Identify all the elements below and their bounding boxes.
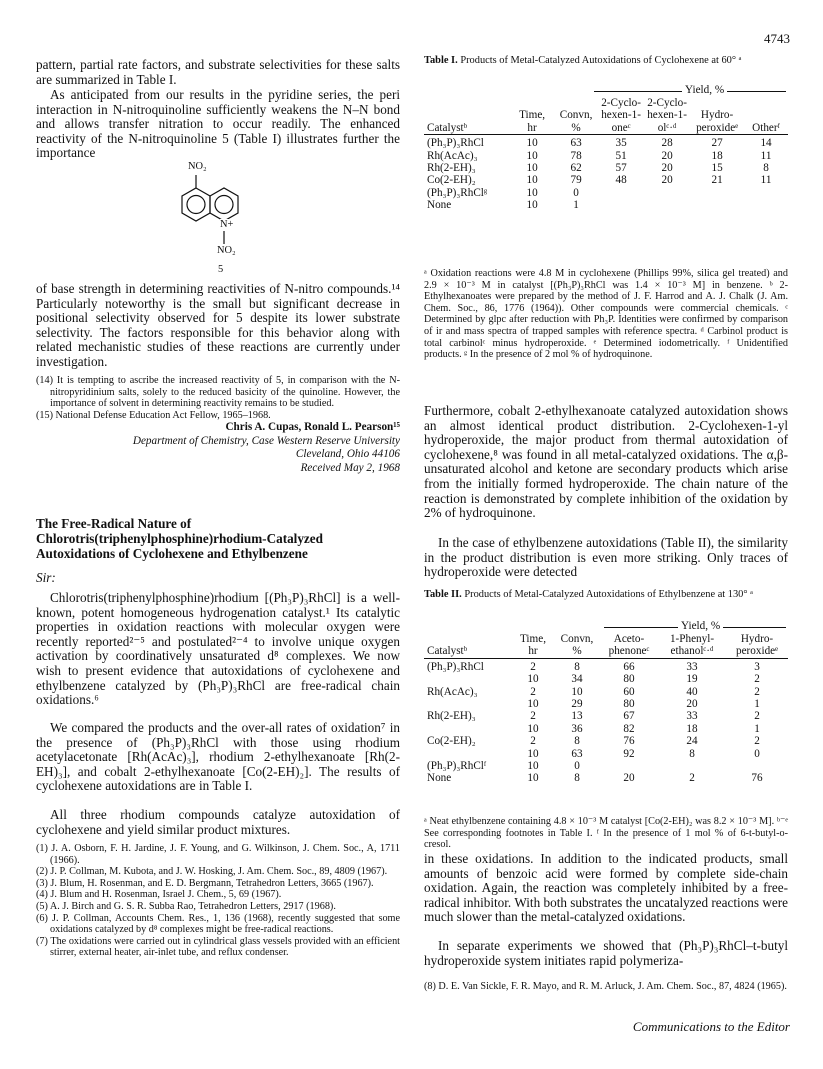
- table-2-cell: 60: [623, 685, 635, 698]
- article-title: The Free-Radical Nature of Chlorotris(triphenylphosphine)rhodium-Catalyzed Autoxidations of Cyclohexene and Ethylbenzene: [36, 516, 323, 561]
- table-1-caption: [424, 55, 784, 67]
- table-1-cell: [690, 187, 744, 199]
- table-2-row: [424, 748, 788, 760]
- table-2-title: Products of Metal-Catalyzed Autoxidations of Ethylbenzene at 130° ᵃ: [464, 589, 753, 600]
- table-1-col-time: Time, hr: [519, 109, 546, 134]
- table-2-cell: 2: [689, 772, 695, 785]
- table-2-cell: 20: [686, 698, 698, 711]
- table-2-cell: 10: [527, 772, 539, 785]
- footnote-8: (8) D. E. Van Sickle, F. R. Mayo, and R. M. Arluck, J. Am. Chem. Soc., 87, 4824 (1965).: [424, 981, 787, 992]
- footnote-1: (1) J. A. Osborn, F. H. Jardine, J. F. Young, and G. Wilkinson, J. Chem. Soc., A, 1711 (1966).: [36, 843, 400, 866]
- table-2-cell: [424, 723, 512, 735]
- received-date: Received May 2, 1968: [300, 462, 400, 474]
- left-paragraph-3: of base strength in determining reactivities of N-nitro compounds.¹⁴ Particularly noteworthy is the small but significant decrease in positional selectivity observed for 5 despite its lower substrate selectivity. The factors responsible for this behavior along with related mechanistic studies of these reactions are currently under investigation.: [36, 281, 400, 369]
- table-1-cell: (Ph₃P)₃RhClᵍ: [427, 186, 488, 199]
- table-2-cell: None: [427, 772, 452, 785]
- table-1-cell: 21: [711, 174, 723, 187]
- table-1-cell: 63: [570, 137, 582, 150]
- table-2-cell: 2: [754, 710, 760, 723]
- article-paragraph-3: All three rhodium compounds catalyze autoxidation of cyclohexene and yield similar product mixtures.: [36, 807, 400, 837]
- table-1-cell: [598, 199, 644, 211]
- table-1-cell: 10: [526, 186, 538, 199]
- table-1-row: [424, 162, 788, 174]
- table-2-row: [424, 760, 788, 772]
- table-2-cell: 18: [686, 722, 698, 735]
- table-1-cell: 79: [570, 174, 582, 187]
- table-2-cell: 76: [623, 735, 635, 748]
- table-1-cell: 10: [526, 149, 538, 162]
- table-2-cell: 3: [754, 660, 760, 673]
- table-1-row: [424, 174, 788, 186]
- table-1-cell: 0: [573, 186, 579, 199]
- table-2-cell: 67: [623, 710, 635, 723]
- table-1-header-row: [424, 97, 788, 135]
- table-2-col-catalyst: Catalystᵇ: [427, 645, 468, 658]
- table-1-cell: 8: [763, 162, 769, 175]
- table-2-cell: 8: [574, 660, 580, 673]
- left-paragraph-1: pattern, partial rate factors, and substrate selectivities for these salts are summarized in Table I.: [36, 57, 400, 87]
- table-2-cell: 10: [527, 747, 539, 760]
- table-1-row: [424, 137, 788, 149]
- table-2-row: [424, 698, 788, 710]
- compound-number: 5: [218, 264, 224, 275]
- table-1-yield-header: Yield, %: [682, 84, 727, 96]
- table-2-cell: 8: [574, 735, 580, 748]
- footnote-15: (15) National Defense Education Act Fellow, 1965–1968.: [36, 409, 271, 421]
- footnote-7: (7) The oxidations were carried out in cylindrical glass vessels provided with an efficient stirrer, external heater, air-inlet tube, and reflux condenser.: [36, 935, 400, 959]
- table-2-cell: 0: [754, 747, 760, 760]
- table-1-cell: 51: [615, 149, 627, 162]
- table-2-cell: 29: [571, 698, 583, 711]
- table-2-cell: 2: [530, 685, 536, 698]
- table-2-cell: 20: [623, 772, 635, 785]
- table-1-row: [424, 187, 788, 199]
- table-2-yield-header: Yield, %: [678, 620, 723, 632]
- table-1-cell: 10: [526, 199, 538, 212]
- table-2-row: [424, 710, 788, 722]
- footnote-2: (2) J. P. Collman, M. Kubota, and J. W. Hosking, J. Am. Chem. Soc., 89, 4809 (1967).: [36, 866, 388, 878]
- table-2-cell: 13: [571, 710, 583, 723]
- table-2-cell: [424, 748, 512, 760]
- table-1-cell: 14: [760, 137, 772, 150]
- article-paragraph-1: Chlorotris(triphenylphosphine)rhodium [(Ph₃P)₃RhCl] is a well-known, potent homogeneous hydrogenation catalyst.¹ Its catalytic properties in oxidation reactions with molecular oxygen were recently reported²⁻⁵ and postulated²⁻⁴ to involve unique oxygen activation by coordinatively unsaturated d⁸ complexes. We now wish to present evidence that autoxidations of cyclohexene and ethylbenzene catalyzed by (Ph₃P)₃RhCl are free-radical chain oxidations.⁶: [36, 590, 400, 708]
- table-2-cell: 10: [527, 760, 539, 773]
- table-2-cell: [424, 698, 512, 710]
- table-1-cell: Rh(AcAc)₃: [427, 149, 478, 162]
- author-signature: Chris A. Cupas, Ronald L. Pearson¹⁵: [225, 421, 400, 433]
- table-1-col-cyclohexenol: 2-Cyclo-hexen-1-olᶜ·ᵈ: [647, 97, 687, 134]
- table-2-col-phenylethanol: 1-Phenyl-ethanolᶜ·ᵈ: [669, 633, 715, 658]
- table-2-cell: [424, 673, 512, 685]
- table-2-col-time: Time, hr: [519, 633, 546, 658]
- footnote-4: (4) J. Blum and H. Rosenman, Israel J. Chem., 5, 69 (1967).: [36, 889, 282, 901]
- affiliation-department: Department of Chemistry, Case Western Reserve University: [132, 435, 400, 447]
- footnotes-b: [36, 843, 400, 959]
- table-1-grid: [424, 97, 788, 212]
- right-paragraph-2: In the case of ethylbenzene autoxidations (Table II), the similarity in the product distribution is even more striking. Only traces of hydroperoxide were detected: [424, 535, 788, 580]
- table-2-cell: [600, 760, 658, 772]
- table-1-cell: 1: [573, 199, 579, 212]
- chemical-structure-5: [160, 158, 290, 258]
- table-1-cell: 35: [615, 137, 627, 150]
- table-2-cell: 63: [571, 747, 583, 760]
- table-1-cell: 11: [760, 174, 772, 187]
- table-2-cell: Co(2-EH)₂: [427, 735, 476, 748]
- table-2-cell: [726, 760, 788, 772]
- table-1-cell: 62: [570, 162, 582, 175]
- table-1-cell: 48: [615, 174, 627, 187]
- table-1-cell: 11: [760, 149, 772, 162]
- right-paragraph-1: Furthermore, cobalt 2-ethylhexanoate catalyzed autoxidation shows an almost identical product distribution. 2-Cyclohexen-1-yl hydroperoxide, the major product from thermal autoxidation of cyclohexene,⁸ was found in all metal-catalyzed oxidations. The α,β-unsaturated alcohol and ketone are secondary products which arise from the initially formed hydroperoxide. The chain nature of the reaction is demonstrated by complete inhibition of the oxidation by 2% of hydroquinone.: [424, 403, 788, 521]
- table-2-cell: 82: [623, 722, 635, 735]
- table-1-cell: 10: [526, 174, 538, 187]
- salutation: Sir:: [36, 570, 56, 585]
- table-1-cell: 20: [661, 162, 673, 175]
- table-1-row: [424, 199, 788, 211]
- table-1-label: Table I.: [424, 55, 458, 66]
- table-1-cell: [744, 187, 788, 199]
- footnote-14: (14) It is tempting to ascribe the increased reactivity of 5, in comparison with the N-nitropyridinium salts, solely to the reduced basicity of the quinoline. However, the importance of solvent in determining reactivity remains to be studied.: [36, 375, 400, 410]
- table-1-cell: [744, 199, 788, 211]
- table-1-cell: [644, 199, 690, 211]
- footnote-5: (5) A. J. Birch and G. S. R. Subba Rao, Tetrahedron Letters, 2917 (1968).: [36, 900, 336, 912]
- table-2-cell: 34: [571, 673, 583, 686]
- table-1-cell: [644, 187, 690, 199]
- table-2-cell: 92: [623, 747, 635, 760]
- table-1-cell: [598, 187, 644, 199]
- article-paragraph-2: We compared the products and the over-all rates of oxidation⁷ in the presence of (Ph₃P)₃RhCl with those using rhodium acetylacetonate [Rh(AcAc)₃], rhodium 2-ethylhexanoate [Rh(2-EH)₃], and cobalt 2-ethylhexanoate [Co(2-EH)₂]. The results of cyclohexene autoxidations are in Table I.: [36, 720, 400, 794]
- table-1-cell: [690, 199, 744, 211]
- table-2-cell: 2: [754, 735, 760, 748]
- table-1-cell: (Ph₃P)₃RhCl: [427, 137, 484, 150]
- table-2-cell: 80: [623, 698, 635, 711]
- table-1-col-convn: Convn, %: [559, 109, 593, 134]
- table-2-cell: 19: [686, 673, 698, 686]
- footnotes-a: [36, 375, 400, 421]
- table-2-cell: [658, 760, 726, 772]
- table-2-cell: (Ph₃P)₃RhCl: [427, 660, 484, 673]
- table-2-cell: 2: [530, 710, 536, 723]
- table-1-title: Products of Metal-Catalyzed Autoxidations of Cyclohexene at 60° ᵃ: [460, 55, 742, 66]
- affiliation-city: Cleveland, Ohio 44106: [295, 448, 400, 460]
- table-2-grid: [424, 633, 788, 785]
- table-2-row: [424, 673, 788, 685]
- table-2-cell: 66: [623, 660, 635, 673]
- table-2: [424, 620, 788, 785]
- table-2-cell: 76: [751, 772, 763, 785]
- table-2-cell: 8: [574, 772, 580, 785]
- table-1-cell: 27: [711, 137, 723, 150]
- table-2-row: [424, 723, 788, 735]
- table-2-cell: 10: [571, 685, 583, 698]
- table-2-header-row: [424, 633, 788, 658]
- table-1-cell: 20: [661, 174, 673, 187]
- table-2-cell: 2: [754, 685, 760, 698]
- quinoline-structure-drawing: [160, 158, 290, 258]
- table-1-cell: 78: [570, 149, 582, 162]
- table-1-cell: 18: [711, 149, 723, 162]
- table-2-cell: 2: [530, 735, 536, 748]
- footnote-6: (6) J. P. Collman, Accounts Chem. Res., 1, 136 (1968), recently suggested that some oxidations catalyzed by d⁸ complexes might be free-radical reactions.: [36, 912, 400, 936]
- table-2-cell: (Ph₃P)₃RhClᶠ: [427, 760, 487, 773]
- table-2-cell: 80: [623, 673, 635, 686]
- table-1-row: [424, 150, 788, 162]
- table-2-cell: 2: [754, 673, 760, 686]
- table-1-col-catalyst: Catalystᵇ: [427, 121, 468, 134]
- right-paragraph-3: in these oxidations. In addition to the indicated products, small amounts of benzoic acid were formed by complete side-chain oxidation. Again, the reaction was completely inhibited by a free-radical inhibitor. With both substrates the uncatalyzed reactions were much slower than the metal-catalyzed oxidations.: [424, 851, 788, 925]
- footnote-3: (3) J. Blum, H. Rosenman, and E. D. Bergmann, Tetrahedron Letters, 3665 (1967).: [36, 877, 374, 889]
- table-1: [424, 84, 788, 212]
- table-2-cell: 33: [686, 710, 698, 723]
- table-2-cell: 10: [527, 673, 539, 686]
- table-1-cell: 15: [711, 162, 723, 175]
- table-1-col-cyclohexenone: 2-Cyclo-hexen-1-oneᶜ: [601, 97, 641, 134]
- table-1-col-other: Otherᶠ: [752, 121, 780, 134]
- table-2-row: [424, 661, 788, 673]
- table-1-cell: 10: [526, 162, 538, 175]
- table-2-col-convn: Convn, %: [560, 633, 594, 658]
- table-1-cell: 28: [661, 137, 673, 150]
- table-2-caption: [424, 589, 784, 601]
- table-1-col-hydroperoxide: Hydro-peroxideᵉ: [696, 109, 739, 134]
- table-1-cell: None: [427, 199, 452, 212]
- table-2-cell: Rh(AcAc)₃: [427, 685, 478, 698]
- right-paragraph-4: In separate experiments we showed that (Ph₃P)₃RhCl–t-butyl hydroperoxide system initiates rapid polymeriza-: [424, 938, 788, 968]
- table-2-col-hydroperoxide: Hydro-peroxideᵉ: [735, 633, 778, 658]
- table-1-footnote: ᵃ Oxidation reactions were 4.8 M in cyclohexene (Phillips 99%, silica gel treated) and 2.9 × 10⁻³ M in catalyst [(Ph₃P)₃RhCl was 1.4 × 10⁻³ M] in benzene. ᵇ 2-Ethylhexanoates were prepared by the method of J. F. Harrod and A. J. Chalk (J. Am. Chem. Soc., 86, 1776 (1964)). Other compounds were commercial chemicals. ᶜ Determined by glpc after reduction with Ph₃P. Identities were confirmed by comparison of ir and mass spectra of trapped samples with reference spectra. ᵈ Carbinol product is total carbinolᶜ minus hydroperoxide. ᵉ Determined iodometrically. ᶠ Unidentified products. ᵍ In the presence of 2 mol % of hydroquinone.: [424, 268, 788, 361]
- page-footer: Communications to the Editor: [632, 1019, 790, 1034]
- structure-top-label: NO₂: [188, 161, 207, 172]
- table-2-row: [424, 735, 788, 747]
- table-2-cell: 24: [686, 735, 698, 748]
- table-2-col-acetophenone: Aceto-phenoneᶜ: [608, 633, 650, 658]
- structure-bottom-label: NO₂: [217, 245, 236, 256]
- table-2-cell: 2: [530, 660, 536, 673]
- left-paragraph-2: As anticipated from our results in the pyridine series, the peri interaction in N-nitroquinoline sufficiently weakens the N–N bond and allows transfer nitration to occur readily. The enhanced reactivity of the N-nitroquinoline 5 (Table I) illustrates further the importance: [36, 87, 400, 161]
- table-1-cell: 20: [661, 149, 673, 162]
- table-2-cell: Rh(2-EH)₃: [427, 710, 476, 723]
- table-2-cell: 40: [686, 685, 698, 698]
- table-2-cell: 8: [689, 747, 695, 760]
- table-1-cell: 10: [526, 137, 538, 150]
- table-2-cell: 1: [754, 722, 760, 735]
- table-1-cell: Rh(2-EH)₃: [427, 162, 476, 175]
- table-2-footnote: ᵃ Neat ethylbenzene containing 4.8 × 10⁻³ M catalyst [Co(2-EH)₂ was 8.2 × 10⁻³ M]. ᵇ⁻ᵉ See corresponding footnotes in Table I. ᶠ In the presence of 1 mol % of 6-t-butyl-o-cresol.: [424, 816, 788, 851]
- table-2-row: [424, 772, 788, 784]
- table-1-cell: Co(2-EH)₂: [427, 174, 476, 187]
- table-2-cell: 36: [571, 722, 583, 735]
- page-number: 4743: [764, 31, 790, 46]
- table-2-label: Table II.: [424, 589, 462, 600]
- table-1-cell: 57: [615, 162, 627, 175]
- table-2-row: [424, 686, 788, 698]
- table-2-cell: 10: [527, 722, 539, 735]
- table-2-cell: 33: [686, 660, 698, 673]
- table-2-cell: 0: [574, 760, 580, 773]
- structure-nitrogen-label: N+: [220, 219, 234, 230]
- table-2-cell: 1: [754, 698, 760, 711]
- table-2-cell: 10: [527, 698, 539, 711]
